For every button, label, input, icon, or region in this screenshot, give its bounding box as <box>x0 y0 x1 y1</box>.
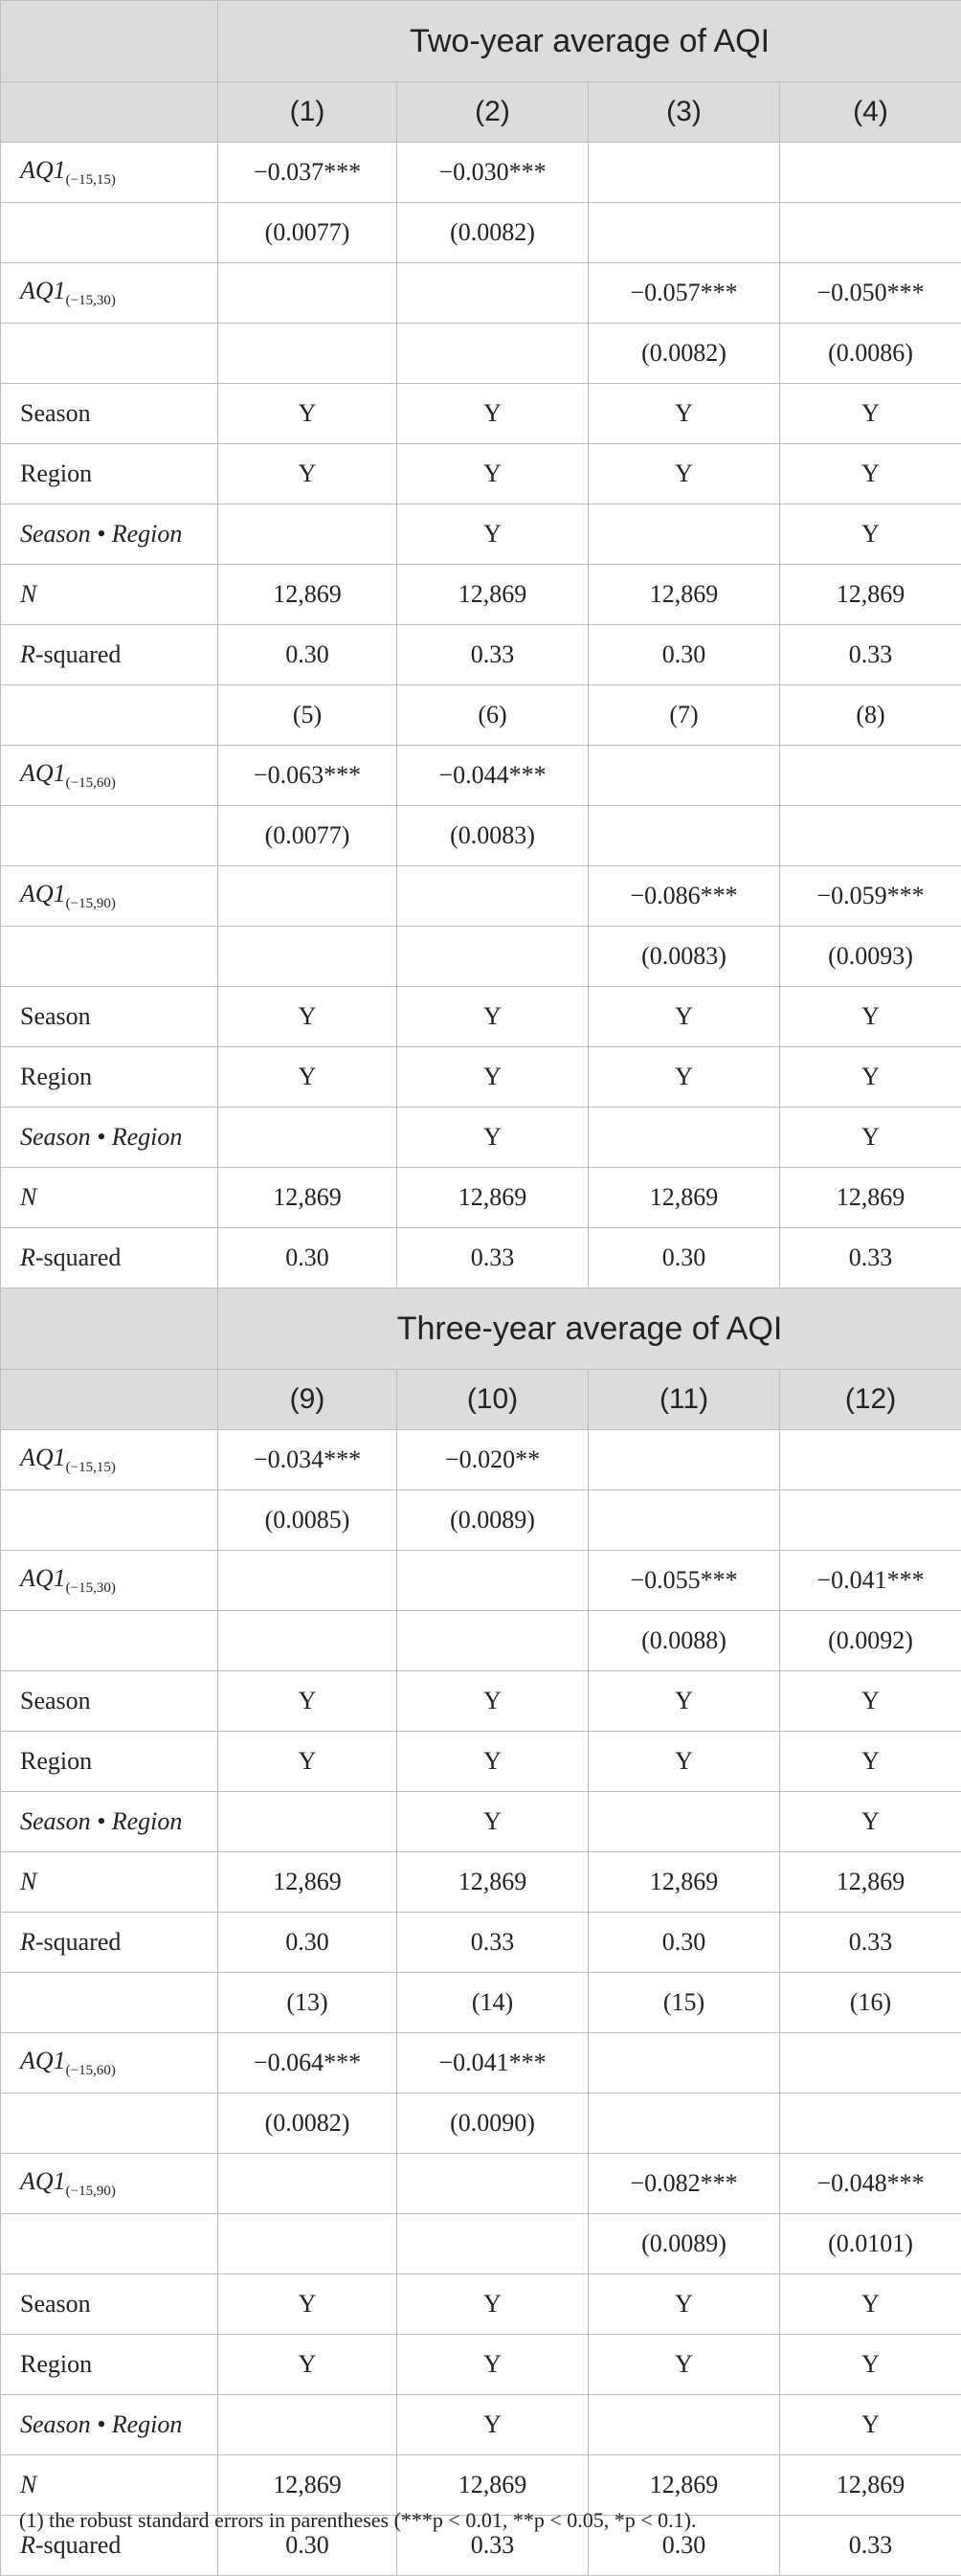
n-cell: 12,869 <box>780 1852 961 1913</box>
region-row <box>1 1047 961 1108</box>
column-number: (11) <box>589 1370 780 1430</box>
region-cell: Y <box>589 1047 780 1108</box>
r2-cell: 0.33 <box>780 1228 961 1288</box>
coef-cell <box>218 263 397 324</box>
coef-cell <box>397 263 589 324</box>
r-squared-row <box>1 625 961 685</box>
coef-cell: −0.034*** <box>218 1430 397 1490</box>
r-squared-label <box>1 625 218 685</box>
r2-cell: 0.30 <box>589 2516 780 2576</box>
season-row <box>1 1671 961 1732</box>
n-cell: 12,869 <box>397 2455 589 2516</box>
region-label: Region <box>1 1732 218 1792</box>
coefficient-row <box>1 143 961 203</box>
n-cell: 12,869 <box>397 565 589 625</box>
season_region-cell: Y <box>397 1108 589 1168</box>
se-cell: (0.0089) <box>589 2214 780 2274</box>
region-cell: Y <box>780 2335 961 2395</box>
coef-cell <box>397 2154 589 2214</box>
column-number: (9) <box>218 1370 397 1430</box>
season_region-cell: Y <box>780 1108 961 1168</box>
coef-cell: −0.055*** <box>589 1551 780 1611</box>
r2-cell: 0.33 <box>397 1228 589 1288</box>
se-cell: (0.0083) <box>589 927 780 987</box>
coef-cell <box>218 866 397 927</box>
column-number: (7) <box>589 685 780 746</box>
variable-name: AQ1 <box>20 277 66 304</box>
column-number-row <box>1 1973 961 2033</box>
region-row <box>1 1732 961 1792</box>
coef-cell: −0.044*** <box>397 746 589 806</box>
column-number: (10) <box>397 1370 589 1430</box>
se-cell <box>589 1490 780 1551</box>
variable-label <box>1 2154 218 2214</box>
r-letter: R <box>20 1928 35 1956</box>
coef-cell: −0.064*** <box>218 2033 397 2094</box>
coef-cell <box>589 143 780 203</box>
season-region-row <box>1 1108 961 1168</box>
se-cell <box>780 2094 961 2154</box>
n-label: N <box>1 2455 218 2516</box>
season-cell: Y <box>218 384 397 444</box>
r2-cell: 0.30 <box>589 1913 780 1973</box>
season-cell: Y <box>780 2274 961 2335</box>
coef-cell: −0.086*** <box>589 866 780 927</box>
coef-cell: −0.082*** <box>589 2154 780 2214</box>
panel-title: Two-year average of AQI <box>218 1 961 82</box>
season-region-label: Season • Region <box>1 1792 218 1852</box>
season_region-cell <box>218 1792 397 1852</box>
r2-cell: 0.30 <box>589 625 780 685</box>
variable-window: (−15,90) <box>66 2184 116 2199</box>
se-cell <box>589 203 780 263</box>
r-squared-row <box>1 1913 961 1973</box>
corner-cell <box>1 82 218 143</box>
r-letter: R <box>20 2531 35 2559</box>
column-number: (8) <box>780 685 961 746</box>
column-number: (15) <box>589 1973 780 2033</box>
r2-cell: 0.33 <box>397 625 589 685</box>
coefficient-row <box>1 2154 961 2214</box>
se-cell: (0.0083) <box>397 806 589 866</box>
column-number: (2) <box>397 82 589 143</box>
n-cell: 12,869 <box>589 2455 780 2516</box>
se-cell: (0.0082) <box>218 2094 397 2154</box>
std-error-row <box>1 806 961 866</box>
squared-suffix: -squared <box>35 1928 122 1956</box>
region-cell: Y <box>780 444 961 504</box>
season_region-cell <box>589 2395 780 2455</box>
se-cell <box>218 2214 397 2274</box>
coef-cell <box>589 1430 780 1490</box>
n-cell: 12,869 <box>218 565 397 625</box>
variable-window: (−15,15) <box>66 1460 116 1475</box>
n-row <box>1 2455 961 2516</box>
n-label: N <box>1 565 218 625</box>
season_region-cell <box>589 1108 780 1168</box>
std-error-row <box>1 203 961 263</box>
coefficient-row <box>1 866 961 927</box>
variable-window: (−15,30) <box>66 293 116 308</box>
coef-cell <box>780 2033 961 2094</box>
n-cell: 12,869 <box>589 1852 780 1913</box>
empty-label <box>1 1611 218 1671</box>
column-number: (1) <box>218 82 397 143</box>
se-cell <box>589 2094 780 2154</box>
std-error-row <box>1 927 961 987</box>
r2-cell: 0.30 <box>218 2516 397 2576</box>
r2-cell: 0.30 <box>589 1228 780 1288</box>
corner-cell <box>1 685 218 746</box>
coef-cell <box>397 866 589 927</box>
column-number: (4) <box>780 82 961 143</box>
season_region-cell <box>218 1108 397 1168</box>
n-cell: 12,869 <box>218 1168 397 1228</box>
table-footnote: (1) the robust standard errors in parentheses (***p < 0.01, **p < 0.05, *p < 0.1). <box>19 2508 696 2533</box>
n-cell: 12,869 <box>589 565 780 625</box>
variable-name: AQ1 <box>20 2047 66 2074</box>
panel-title-row <box>1 1288 961 1370</box>
season_region-cell: Y <box>780 2395 961 2455</box>
variable-label <box>1 263 218 324</box>
coef-cell: −0.041*** <box>780 1551 961 1611</box>
season-label: Season <box>1 2274 218 2335</box>
squared-suffix: -squared <box>35 1243 122 1271</box>
variable-name: AQ1 <box>20 156 66 184</box>
n-row <box>1 1168 961 1228</box>
season-label: Season <box>1 384 218 444</box>
region-label: Region <box>1 2335 218 2395</box>
panel-title-row <box>1 1 961 82</box>
empty-label <box>1 324 218 384</box>
variable-window: (−15,90) <box>66 896 116 911</box>
season-region-label: Season • Region <box>1 2395 218 2455</box>
r2-cell: 0.30 <box>218 1228 397 1288</box>
r-squared-row <box>1 1228 961 1288</box>
variable-label <box>1 1430 218 1490</box>
coef-cell: −0.059*** <box>780 866 961 927</box>
season_region-cell <box>218 2395 397 2455</box>
season_region-cell: Y <box>397 1792 589 1852</box>
empty-label <box>1 927 218 987</box>
se-cell <box>589 806 780 866</box>
se-cell <box>780 1490 961 1551</box>
region-cell: Y <box>218 1047 397 1108</box>
n-cell: 12,869 <box>397 1852 589 1913</box>
r2-cell: 0.33 <box>397 2516 589 2576</box>
se-cell: (0.0088) <box>589 1611 780 1671</box>
empty-label <box>1 2094 218 2154</box>
season-cell: Y <box>780 1671 961 1732</box>
empty-label <box>1 1490 218 1551</box>
region-label: Region <box>1 444 218 504</box>
season-region-label: Season • Region <box>1 504 218 565</box>
season-cell: Y <box>780 987 961 1047</box>
season-cell: Y <box>397 2274 589 2335</box>
region-cell: Y <box>589 2335 780 2395</box>
coef-cell: −0.050*** <box>780 263 961 324</box>
se-cell: (0.0085) <box>218 1490 397 1551</box>
se-cell: (0.0101) <box>780 2214 961 2274</box>
season-region-row <box>1 2395 961 2455</box>
column-number: (6) <box>397 685 589 746</box>
region-cell: Y <box>218 2335 397 2395</box>
se-cell: (0.0093) <box>780 927 961 987</box>
coef-cell <box>589 2033 780 2094</box>
std-error-row <box>1 1490 961 1551</box>
season-cell: Y <box>780 384 961 444</box>
n-cell: 12,869 <box>780 565 961 625</box>
se-cell: (0.0082) <box>589 324 780 384</box>
std-error-row <box>1 2214 961 2274</box>
variable-window: (−15,30) <box>66 1580 116 1596</box>
season-region-row <box>1 1792 961 1852</box>
column-number-row <box>1 1370 961 1430</box>
se-cell: (0.0090) <box>397 2094 589 2154</box>
coefficient-row <box>1 1551 961 1611</box>
n-label: N <box>1 1168 218 1228</box>
coef-cell <box>780 143 961 203</box>
corner-cell <box>1 1288 218 1370</box>
coef-cell: −0.048*** <box>780 2154 961 2214</box>
region-cell: Y <box>589 444 780 504</box>
season_region-cell <box>218 504 397 565</box>
n-cell: 12,869 <box>397 1168 589 1228</box>
se-cell <box>218 1611 397 1671</box>
n-cell: 12,869 <box>218 1852 397 1913</box>
region-cell: Y <box>397 1732 589 1792</box>
n-row <box>1 1852 961 1913</box>
coef-cell <box>780 1430 961 1490</box>
season_region-cell <box>589 1792 780 1852</box>
season-label: Season <box>1 987 218 1047</box>
r-letter: R <box>20 640 35 668</box>
n-cell: 12,869 <box>780 2455 961 2516</box>
r2-cell: 0.30 <box>218 625 397 685</box>
se-cell <box>397 324 589 384</box>
empty-label <box>1 806 218 866</box>
column-number: (14) <box>397 1973 589 2033</box>
squared-suffix: -squared <box>35 640 122 668</box>
season-cell: Y <box>218 1671 397 1732</box>
se-cell <box>218 324 397 384</box>
r2-cell: 0.33 <box>780 1913 961 1973</box>
column-number: (13) <box>218 1973 397 2033</box>
season-label: Season <box>1 1671 218 1732</box>
season-region-row <box>1 504 961 565</box>
variable-window: (−15,15) <box>66 172 116 188</box>
coef-cell: −0.063*** <box>218 746 397 806</box>
corner-cell <box>1 1370 218 1430</box>
r2-cell: 0.33 <box>780 2516 961 2576</box>
season-cell: Y <box>589 987 780 1047</box>
se-cell <box>397 1611 589 1671</box>
season_region-cell: Y <box>780 504 961 565</box>
region-cell: Y <box>589 1732 780 1792</box>
coef-cell <box>218 2154 397 2214</box>
season_region-cell: Y <box>397 504 589 565</box>
variable-label <box>1 1551 218 1611</box>
se-cell <box>218 927 397 987</box>
column-number-row <box>1 685 961 746</box>
variable-name: AQ1 <box>20 759 66 787</box>
se-cell <box>780 806 961 866</box>
season-cell: Y <box>589 384 780 444</box>
coef-cell: −0.037*** <box>218 143 397 203</box>
se-cell: (0.0077) <box>218 806 397 866</box>
variable-window: (−15,60) <box>66 775 116 791</box>
panel-title: Three-year average of AQI <box>218 1288 961 1370</box>
r-letter: R <box>20 1243 35 1271</box>
n-cell: 12,869 <box>218 2455 397 2516</box>
season-row <box>1 2274 961 2335</box>
se-cell: (0.0089) <box>397 1490 589 1551</box>
coef-cell <box>589 746 780 806</box>
season_region-cell: Y <box>397 2395 589 2455</box>
column-number: (16) <box>780 1973 961 2033</box>
variable-name: AQ1 <box>20 2167 66 2195</box>
region-cell: Y <box>218 444 397 504</box>
r2-cell: 0.33 <box>780 625 961 685</box>
se-cell <box>780 203 961 263</box>
season-row <box>1 384 961 444</box>
region-cell: Y <box>397 1047 589 1108</box>
region-cell: Y <box>780 1732 961 1792</box>
column-number: (12) <box>780 1370 961 1430</box>
region-cell: Y <box>397 2335 589 2395</box>
variable-label <box>1 866 218 927</box>
se-cell <box>397 2214 589 2274</box>
variable-label <box>1 2033 218 2094</box>
se-cell: (0.0086) <box>780 324 961 384</box>
coef-cell: −0.030*** <box>397 143 589 203</box>
corner-cell <box>1 1973 218 2033</box>
coef-cell <box>780 746 961 806</box>
column-number: (5) <box>218 685 397 746</box>
se-cell <box>397 927 589 987</box>
std-error-row <box>1 2094 961 2154</box>
region-cell: Y <box>780 1047 961 1108</box>
r-squared-label <box>1 1228 218 1288</box>
coef-cell <box>397 1551 589 1611</box>
n-row <box>1 565 961 625</box>
coefficient-row <box>1 1430 961 1490</box>
season-cell: Y <box>397 1671 589 1732</box>
std-error-row <box>1 324 961 384</box>
se-cell: (0.0077) <box>218 203 397 263</box>
season_region-cell <box>589 504 780 565</box>
n-label: N <box>1 1852 218 1913</box>
empty-label <box>1 2214 218 2274</box>
variable-window: (−15,60) <box>66 2063 116 2078</box>
season-cell: Y <box>589 2274 780 2335</box>
column-number-row <box>1 82 961 143</box>
coefficient-row <box>1 746 961 806</box>
season-cell: Y <box>397 987 589 1047</box>
std-error-row <box>1 1611 961 1671</box>
season-row <box>1 987 961 1047</box>
season-cell: Y <box>218 2274 397 2335</box>
variable-label <box>1 746 218 806</box>
season-cell: Y <box>218 987 397 1047</box>
variable-name: AQ1 <box>20 1564 66 1592</box>
variable-label <box>1 143 218 203</box>
coefficient-row <box>1 263 961 324</box>
empty-label <box>1 203 218 263</box>
season-cell: Y <box>589 1671 780 1732</box>
coef-cell: −0.041*** <box>397 2033 589 2094</box>
region-cell: Y <box>218 1732 397 1792</box>
squared-suffix: -squared <box>35 2531 122 2559</box>
variable-name: AQ1 <box>20 880 66 907</box>
region-row <box>1 444 961 504</box>
season-cell: Y <box>397 384 589 444</box>
se-cell: (0.0082) <box>397 203 589 263</box>
coef-cell <box>218 1551 397 1611</box>
season_region-cell: Y <box>780 1792 961 1852</box>
column-number: (3) <box>589 82 780 143</box>
r2-cell: 0.30 <box>218 1913 397 1973</box>
corner-cell <box>1 1 218 82</box>
n-cell: 12,869 <box>589 1168 780 1228</box>
r-squared-label <box>1 1913 218 1973</box>
region-label: Region <box>1 1047 218 1108</box>
r2-cell: 0.33 <box>397 1913 589 1973</box>
se-cell: (0.0092) <box>780 1611 961 1671</box>
variable-name: AQ1 <box>20 1444 66 1471</box>
coefficient-row <box>1 2033 961 2094</box>
coef-cell: −0.057*** <box>589 263 780 324</box>
region-cell: Y <box>397 444 589 504</box>
table-body <box>1 1 961 2576</box>
season-region-label: Season • Region <box>1 1108 218 1168</box>
coef-cell: −0.020** <box>397 1430 589 1490</box>
n-cell: 12,869 <box>780 1168 961 1228</box>
region-row <box>1 2335 961 2395</box>
